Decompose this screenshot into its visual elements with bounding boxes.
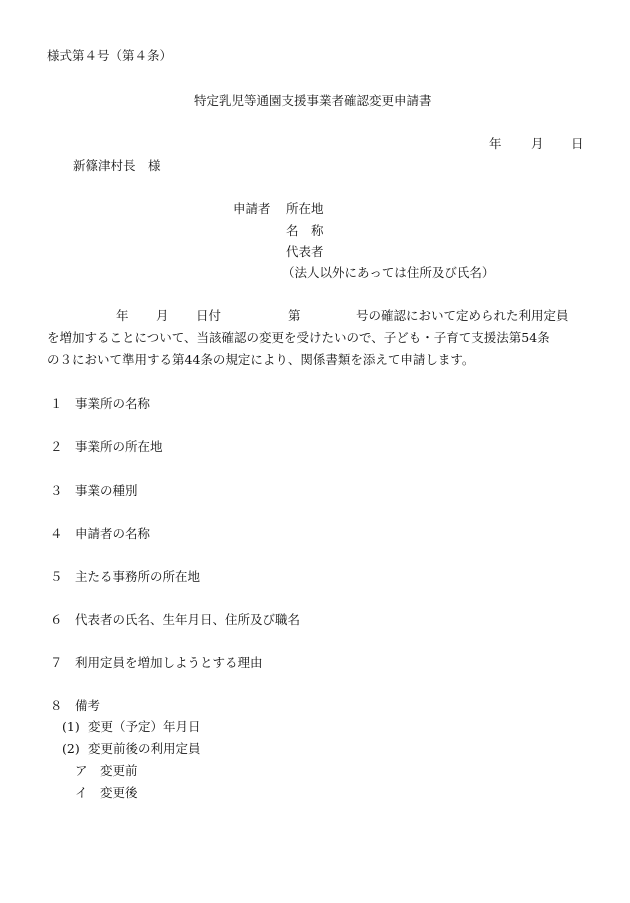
item-text: 代表者の氏名、生年月日、住所及び職名 [75, 612, 301, 627]
remarks-a-label: ア [75, 763, 88, 778]
remarks-a-text: 変更前 [100, 763, 138, 778]
remarks-sub2-text: 変更前後の利用定員 [88, 741, 201, 756]
applicant-name-label: 名 称 [286, 223, 324, 238]
applicant-note: （法人以外にあっては住所及び氏名） [282, 265, 495, 280]
item-text: 事業所の名称 [75, 396, 151, 411]
item-text: 利用定員を増加しようとする理由 [75, 655, 263, 670]
applicant-address-label: 所在地 [286, 201, 324, 216]
document-title: 特定乳児等通園支援事業者確認変更申請書 [194, 93, 432, 108]
item-text: 事業の種別 [75, 483, 138, 498]
item-text: 申請者の名称 [75, 526, 151, 541]
item-number: ２ [50, 439, 63, 454]
remarks-i-label: イ [75, 785, 88, 800]
body-dai: 第 [288, 308, 301, 323]
date-day: 日 [571, 136, 584, 151]
item-text: 主たる事務所の所在地 [75, 569, 201, 584]
remarks-sub1-text: 変更（予定）年月日 [88, 719, 201, 734]
addressee: 新篠津村長 様 [73, 158, 161, 173]
body-year: 年 [116, 308, 129, 323]
remarks-sub1-number: (1) [62, 719, 80, 734]
body-line3: の３において準用する第44条の規定により、関係書類を添えて申請します。 [47, 352, 475, 367]
body-month: 月 [156, 308, 169, 323]
item-number: ６ [50, 612, 63, 627]
item-text: 事業所の所在地 [75, 439, 163, 454]
applicant-label: 申請者 [233, 201, 271, 216]
remarks-i-text: 変更後 [100, 785, 138, 800]
form-number: 様式第４号（第４条） [47, 48, 173, 63]
body-day-suffix: 日付 [196, 308, 222, 323]
date-month: 月 [531, 136, 544, 151]
date-year: 年 [489, 136, 502, 151]
body-line1-rest: 号の確認において定められた利用定員 [356, 308, 569, 323]
item-number: ５ [50, 569, 63, 584]
remarks-sub2-number: (2) [62, 741, 80, 756]
item-number: ７ [50, 655, 63, 670]
item-text: 備考 [75, 698, 101, 713]
item-number: ３ [50, 483, 63, 498]
item-number: ８ [50, 698, 63, 713]
item-number: １ [50, 396, 63, 411]
item-number: ４ [50, 526, 63, 541]
body-line2: を増加することについて、当該確認の変更を受けたいので、子ども・子育て支援法第54条 [47, 330, 550, 345]
applicant-representative-label: 代表者 [286, 244, 324, 259]
